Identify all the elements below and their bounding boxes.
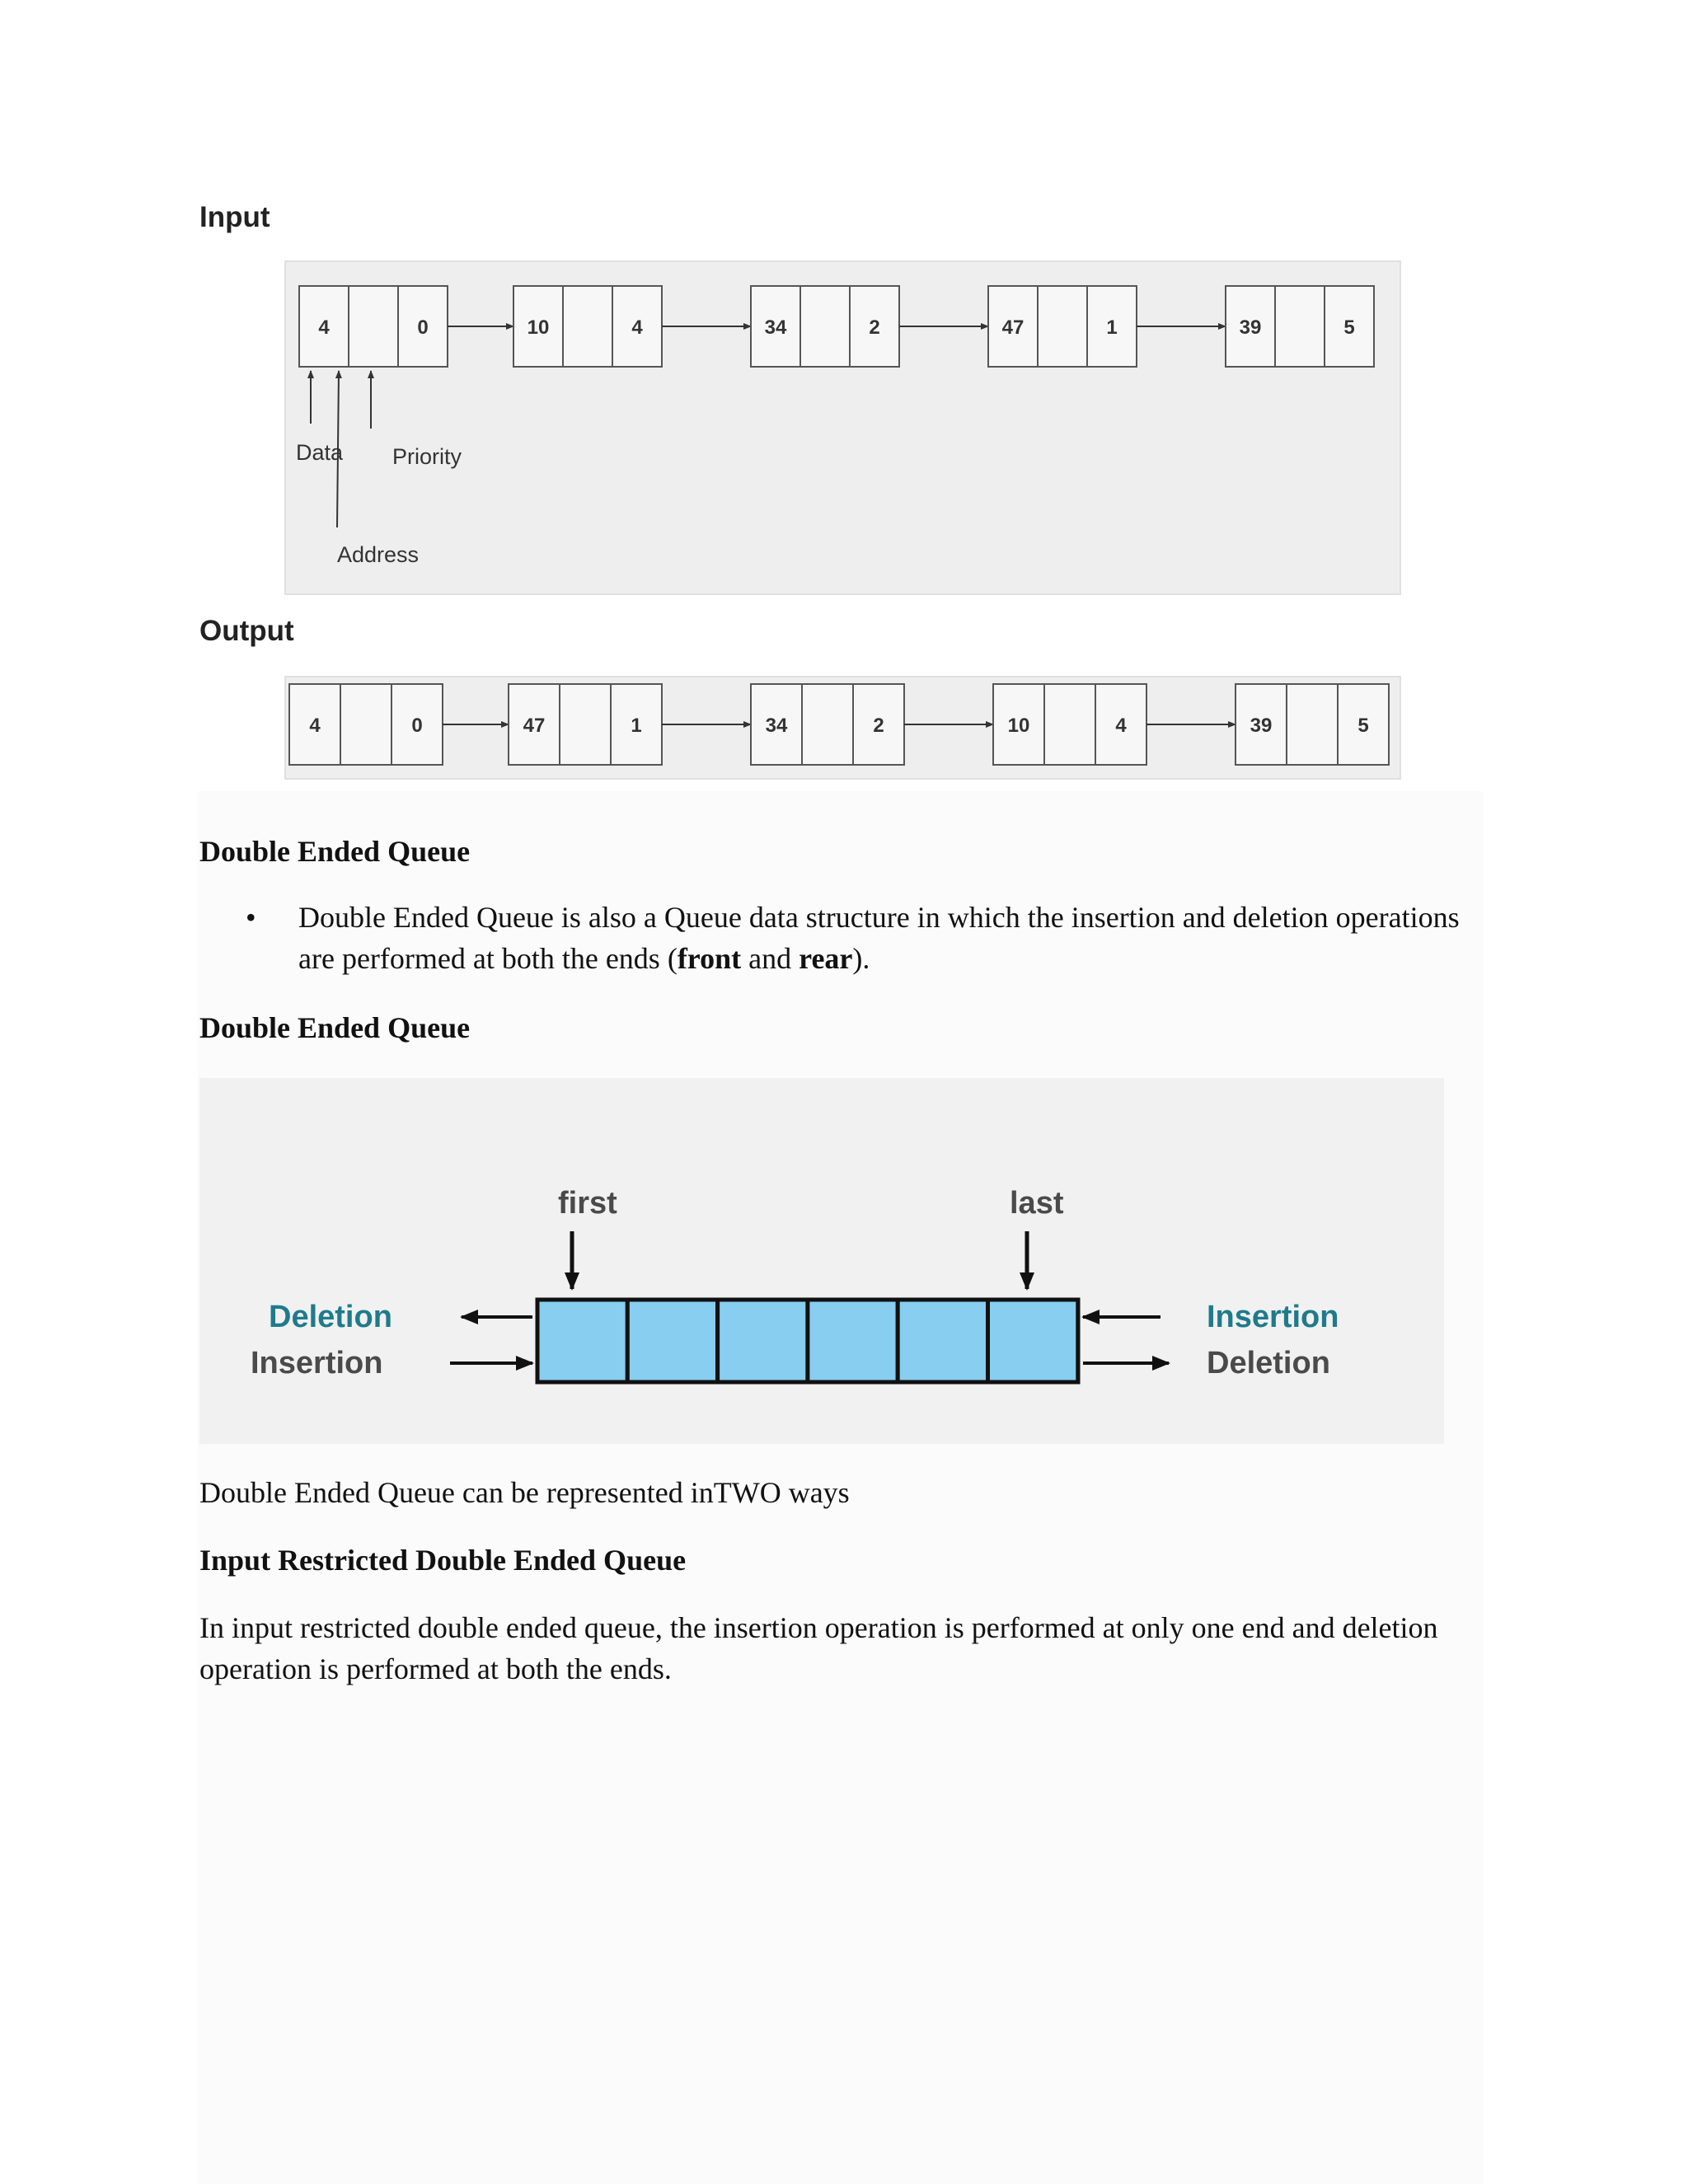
deque-cell bbox=[537, 1300, 627, 1382]
output-list-node bbox=[993, 684, 1146, 765]
deque-heading-2: Double Ended Queue bbox=[199, 1011, 471, 1044]
node-data-value: 47 bbox=[523, 715, 546, 737]
node-data-value: 34 bbox=[764, 316, 787, 339]
output-list-node bbox=[509, 684, 662, 765]
output-linked-list-diagram bbox=[286, 677, 1400, 778]
node-priority-value: 2 bbox=[873, 715, 884, 737]
priority-label: Priority bbox=[392, 444, 462, 469]
right-deletion-label: Deletion bbox=[1207, 1346, 1330, 1380]
input-list-node bbox=[988, 286, 1137, 367]
node-priority-value: 5 bbox=[1343, 316, 1355, 339]
bullet-marker: • bbox=[246, 901, 256, 934]
input-list-node bbox=[513, 286, 662, 367]
node-priority-value: 5 bbox=[1357, 715, 1369, 737]
bullet-end: ). bbox=[852, 942, 870, 975]
address-label: Address bbox=[337, 542, 420, 567]
deque-diagram bbox=[199, 1078, 1444, 1444]
node-priority-value: 2 bbox=[869, 316, 880, 339]
node-priority-value: 4 bbox=[631, 316, 643, 339]
deque-diagram-panel bbox=[199, 1078, 1444, 1444]
output-list-node bbox=[289, 684, 443, 765]
input-heading: Input bbox=[199, 201, 270, 233]
input-restricted-heading: Input Restricted Double Ended Queue bbox=[199, 1544, 687, 1577]
right-insertion-label: Insertion bbox=[1207, 1300, 1339, 1334]
input-figure-panel bbox=[284, 260, 1401, 595]
output-list-node bbox=[1236, 684, 1389, 765]
bullet-and: and bbox=[741, 942, 799, 975]
bullet-front-term: front bbox=[677, 942, 742, 975]
deque-cell bbox=[718, 1300, 808, 1382]
left-deletion-label: Deletion bbox=[269, 1300, 392, 1334]
first-label: first bbox=[558, 1186, 617, 1221]
input-linked-list-diagram bbox=[286, 262, 1400, 593]
deque-cell bbox=[988, 1300, 1078, 1382]
node-data-value: 10 bbox=[1007, 715, 1030, 737]
data-label: Data bbox=[296, 440, 344, 465]
node-priority-value: 1 bbox=[631, 715, 642, 737]
deque-cell bbox=[808, 1300, 898, 1382]
node-priority-value: 0 bbox=[411, 715, 423, 737]
input-list-node bbox=[1226, 286, 1374, 367]
node-data-value: 39 bbox=[1250, 715, 1273, 737]
node-priority-value: 1 bbox=[1106, 316, 1118, 339]
node-data-value: 4 bbox=[309, 715, 321, 737]
deque-heading-1: Double Ended Queue bbox=[199, 835, 471, 868]
bullet-rear-term: rear bbox=[799, 942, 853, 975]
output-heading: Output bbox=[199, 615, 294, 647]
left-insertion-label: Insertion bbox=[251, 1346, 383, 1380]
input-list-node bbox=[751, 286, 899, 367]
last-label: last bbox=[1010, 1186, 1064, 1221]
deque-cell bbox=[898, 1300, 987, 1382]
bullet-text bbox=[298, 897, 1502, 979]
node-data-value: 47 bbox=[1001, 316, 1025, 339]
node-data-value: 39 bbox=[1239, 316, 1262, 339]
node-data-value: 10 bbox=[527, 316, 550, 339]
input-list-node bbox=[299, 286, 448, 367]
node-data-value: 34 bbox=[765, 715, 788, 737]
output-figure-panel bbox=[284, 676, 1401, 780]
deque-cell bbox=[627, 1300, 717, 1382]
node-data-value: 4 bbox=[318, 316, 330, 339]
representation-text: Double Ended Queue can be represented inTWO ways bbox=[199, 1476, 850, 1509]
output-list-node bbox=[751, 684, 904, 765]
node-priority-value: 4 bbox=[1115, 715, 1127, 737]
bullet-text-start: Double Ended Queue is also a Queue data structure in which the insertion and deletion operations are performed at both the ends ( bbox=[298, 901, 1460, 975]
node-priority-value: 0 bbox=[417, 316, 429, 339]
input-restricted-paragraph: In input restricted double ended queue, the insertion operation is performed at only one end and deletion operation is performed at both the ends. bbox=[199, 1611, 1438, 1685]
